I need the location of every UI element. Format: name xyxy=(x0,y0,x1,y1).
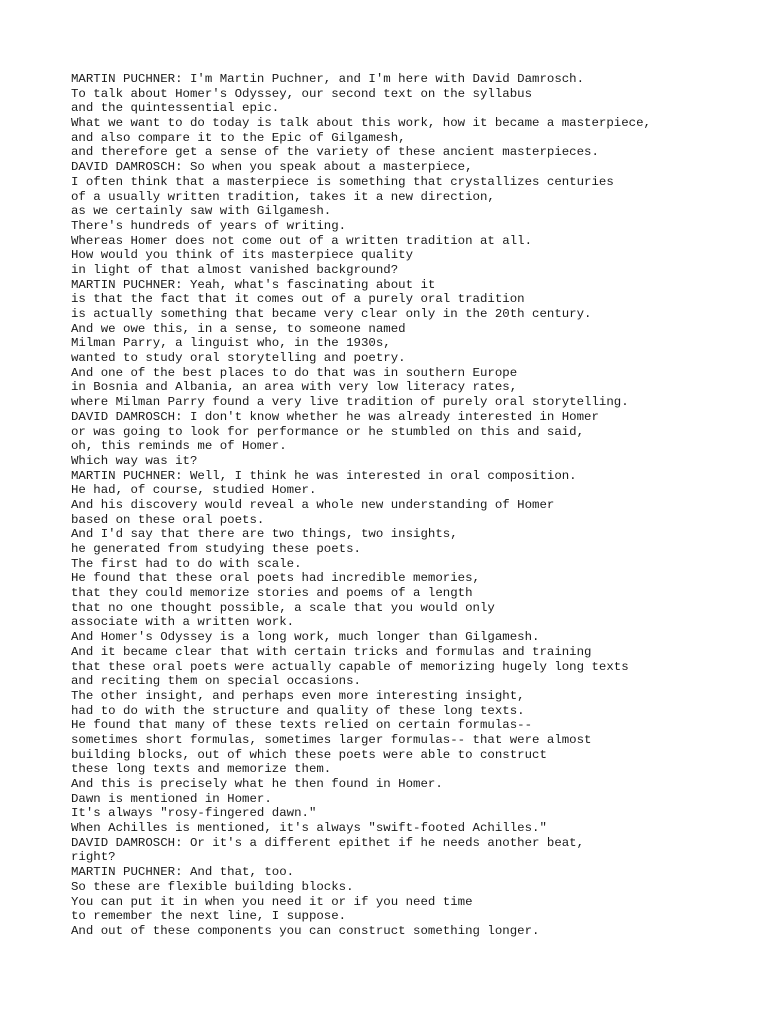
transcript-line: is that the fact that it comes out of a purely oral tradition xyxy=(71,292,525,307)
transcript-line: Dawn is mentioned in Homer. xyxy=(71,791,272,806)
transcript-line: And Homer's Odyssey is a long work, much longer than Gilgamesh. xyxy=(71,630,540,645)
transcript-line: How would you think of its masterpiece quality xyxy=(71,248,414,263)
transcript-line: DAVID DAMROSCH: I don't know whether he was already interested in Homer xyxy=(71,409,599,424)
transcript-line: MARTIN PUCHNER: And that, too. xyxy=(71,865,295,880)
transcript-line: He found that many of these texts relied on certain formulas-- xyxy=(71,718,533,733)
transcript-line: DAVID DAMROSCH: Or it's a different epithet if he needs another beat, xyxy=(71,835,585,850)
transcript-line: You can put it in when you need it or if you need time xyxy=(71,894,473,909)
transcript-page xyxy=(71,72,751,939)
transcript-line: Which way was it? xyxy=(71,453,198,468)
transcript-line: Milman Parry, a linguist who, in the 1930s, xyxy=(71,336,391,351)
transcript-line: And out of these components you can construct something longer. xyxy=(71,923,540,938)
transcript-line: DAVID DAMROSCH: So when you speak about a masterpiece, xyxy=(71,160,473,175)
transcript-line: What we want to do today is talk about this work, how it became a masterpiece, xyxy=(71,116,651,131)
transcript-line: and also compare it to the Epic of Gilgamesh, xyxy=(71,130,406,145)
transcript-line: MARTIN PUCHNER: Yeah, what's fascinating about it xyxy=(71,277,436,292)
transcript-line: had to do with the structure and quality of these long texts. xyxy=(71,703,525,718)
transcript-line: MARTIN PUCHNER: I'm Martin Puchner, and I'm here with David Damrosch. xyxy=(71,72,585,86)
transcript-line: and therefore get a sense of the variety of these ancient masterpieces. xyxy=(71,145,599,160)
transcript-line: he generated from studying these poets. xyxy=(71,542,361,556)
transcript-line: to remember the next line, I suppose. xyxy=(71,909,347,924)
transcript-line: And I'd say that there are two things, two insights, xyxy=(71,527,458,542)
transcript-line: And it became clear that with certain tricks and formulas and training xyxy=(71,644,592,659)
transcript-line: is actually something that became very clear only in the 20th century. xyxy=(71,307,592,321)
transcript-line: oh, this reminds me of Homer. xyxy=(71,439,287,454)
transcript-line: and the quintessential epic. xyxy=(71,101,280,116)
transcript-line: He found that these oral poets had incredible memories, xyxy=(71,571,480,586)
transcript-line: The other insight, and perhaps even more interesting insight, xyxy=(71,688,525,703)
transcript-line: of a usually written tradition, takes it a new direction, xyxy=(71,189,495,204)
transcript-line: And we owe this, in a sense, to someone named xyxy=(71,321,406,336)
transcript-line: right? xyxy=(71,850,116,865)
transcript-line: as we certainly saw with Gilgamesh. xyxy=(71,204,332,219)
transcript-line: in light of that almost vanished background? xyxy=(71,262,399,277)
transcript-line: There's hundreds of years of writing. xyxy=(71,218,347,233)
transcript-line: So these are flexible building blocks. xyxy=(71,879,354,894)
transcript-line: And his discovery would reveal a whole new understanding of Homer xyxy=(71,497,555,512)
transcript-line: And this is precisely what he then found in Homer. xyxy=(71,777,443,791)
transcript-line: in Bosnia and Albania, an area with very low literacy rates, xyxy=(71,380,518,395)
transcript-line: building blocks, out of which these poets were able to construct xyxy=(71,747,547,762)
transcript-line: wanted to study oral storytelling and poetry. xyxy=(71,351,406,366)
transcript-line: The first had to do with scale. xyxy=(71,556,302,571)
transcript-line: He had, of course, studied Homer. xyxy=(71,483,317,498)
transcript-line: And one of the best places to do that was in southern Europe xyxy=(71,365,518,380)
transcript-line: I often think that a masterpiece is something that crystallizes centuries xyxy=(71,174,614,189)
transcript-line: To talk about Homer's Odyssey, our second text on the syllabus xyxy=(71,86,533,101)
transcript-line: that these oral poets were actually capable of memorizing hugely long texts xyxy=(71,659,629,674)
transcript-line: MARTIN PUCHNER: Well, I think he was interested in oral composition. xyxy=(71,468,577,483)
transcript-line: associate with a written work. xyxy=(71,615,295,630)
transcript-line: these long texts and memorize them. xyxy=(71,762,332,777)
transcript-line: When Achilles is mentioned, it's always "swift-footed Achilles." xyxy=(71,821,547,836)
transcript-line: or was going to look for performance or he stumbled on this and said, xyxy=(71,424,585,439)
transcript-line: where Milman Parry found a very live tradition of purely oral storytelling. xyxy=(71,395,629,410)
transcript-line: that no one thought possible, a scale that you would only xyxy=(71,600,495,615)
transcript-line: sometimes short formulas, sometimes larger formulas-- that were almost xyxy=(71,732,592,747)
transcript-line: Whereas Homer does not come out of a written tradition at all. xyxy=(71,233,533,248)
transcript-line: It's always "rosy-fingered dawn." xyxy=(71,806,317,821)
transcript-line: and reciting them on special occasions. xyxy=(71,674,361,689)
transcript-line: that they could memorize stories and poems of a length xyxy=(71,586,473,601)
transcript-line: based on these oral poets. xyxy=(71,512,265,527)
